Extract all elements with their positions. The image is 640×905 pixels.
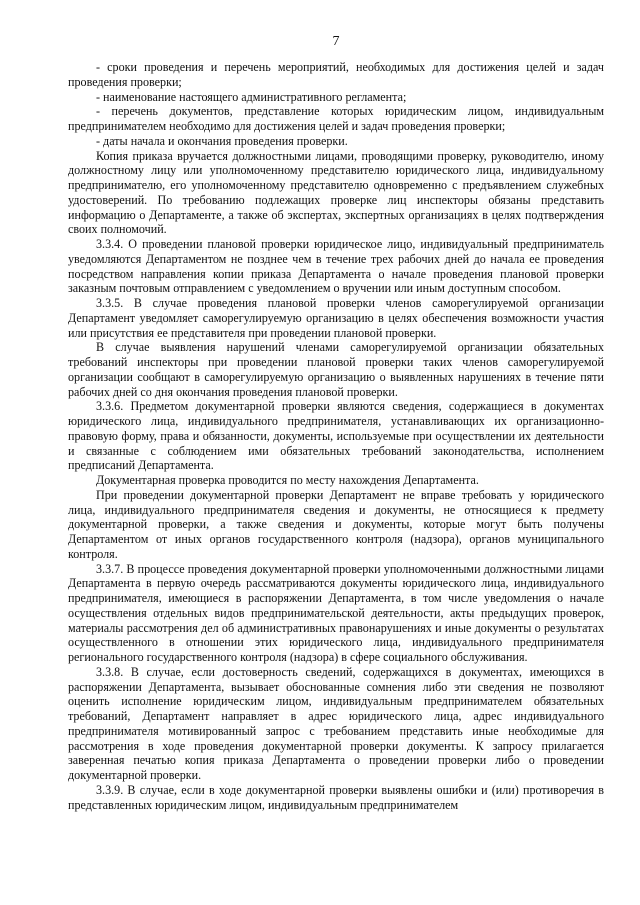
paragraph: Документарная проверка проводится по месту нахождения Департамента. (96, 473, 479, 487)
paragraph-list-item: - сроки проведения и перечень мероприятий, необходимых для достижения целей и задач проведения проверки; (68, 60, 604, 89)
paragraph-3-3-4: 3.3.4. О проведении плановой проверки юридическое лицо, индивидуальный предприниматель уведомляются Департаментом не позднее чем в течение трех рабочих дней до начала ее проведения посредством направления копии приказа Департамента о начале проведения плановой проверки заказным почтовым отправлением с уведомлением о вручении или иным доступным способом. (68, 237, 604, 296)
paragraph-3-3-7: 3.3.7. В процессе проведения документарной проверки уполномоченными должностными лицами Департамента в первую очередь рассматриваются документы юридического лица, индивидуального предпринимателя, имеющиеся в распоряжении Департамента, в том числе уведомления о начале осуществления отдельных видов предпринимательской деятельности, акты предыдущих проверок, материалы рассмотрения дел об административных правонарушениях и иные документы о результатах осуществленного в отношении этих юридического лица, индивидуального предпринимателя регионального государственного контроля (надзора) в сфере социального обслуживания. (68, 561, 604, 664)
paragraph-list-item: - перечень документов, представление которых юридическим лицом, индивидуальным предпринимателем необходимо для достижения целей и задач проведения проверки; (68, 104, 604, 133)
page-number: 7 (332, 34, 340, 49)
paragraph: В случае выявления нарушений членами саморегулируемой организации обязательных требований инспекторы при проведении плановой проверки таких членов саморегулируемой организации сообщают в саморегулируемую организацию о выявленных нарушениях в течение пяти рабочих дней со дня окончания проведения плановой проверки. (68, 340, 604, 399)
paragraph-3-3-8: 3.3.8. В случае, если достоверность сведений, содержащихся в документах, имеющихся в распоряжении Департамента, вызывает обоснованные сомнения либо эти сведения не позволяют оценить исполнение юридическим лицом, индивидуальным предпринимателем обязательных требований, Департамент направляет в адрес юридического лица, адрес индивидуального предпринимателя мотивированный запрос с требованием представить иные необходимые для рассмотрения в ходе проведения документарной проверки документы. К запросу прилагается заверенная печатью копия приказа Департамента о проведении проверки либо о проведении документарной проверки. (68, 664, 604, 782)
document-body (68, 60, 604, 812)
paragraph-3-3-6: 3.3.6. Предметом документарной проверки являются сведения, содержащиеся в документах юридического лица, индивидуального предпринимателя, устанавливающих их организационно-правовую форму, права и обязанности, документы, используемые при осуществлении их деятельности и связанные с соблюдением ими обязательных требований законодательства, исполнением предписаний Департамента. (68, 399, 604, 473)
paragraph-list-item: - наименование настоящего административного регламента; (96, 89, 407, 104)
paragraph-3-3-9: 3.3.9. В случае, если в ходе документарной проверки выявлены ошибки и (или) противоречия в представленных юридическим лицом, индивидуальным предпринимателем (68, 782, 604, 812)
paragraph-list-item: - даты начала и окончания проведения проверки. (96, 133, 348, 148)
paragraph-3-3-5: 3.3.5. В случае проведения плановой проверки членов саморегулируемой организации Департамент уведомляет саморегулируемую организацию в целях обеспечения возможности участия или присутствия ее представителя при проведении плановой проверки. (68, 296, 604, 340)
paragraph: Копия приказа вручается должностными лицами, проводящими проверку, руководителю, иному должностному лицу или уполномоченному представителю юридического лица, индивидуальному предпринимателю, его уполномоченному представителю одновременно с предъявлением служебных удостоверений. По требованию подлежащих проверке лиц инспекторы обязаны представить информацию о Департаменте, а также об экспертах, экспертных организациях в целях подтверждения своих полномочий. (68, 148, 604, 237)
paragraph: При проведении документарной проверки Департамент не вправе требовать у юридического лица, индивидуального предпринимателя сведения и документы, не относящиеся к предмету документарной проверки, а также сведения и документы, которые могут быть получены Департаментом от иных органов государственного контроля (надзора), органов муниципального контроля. (68, 487, 604, 561)
